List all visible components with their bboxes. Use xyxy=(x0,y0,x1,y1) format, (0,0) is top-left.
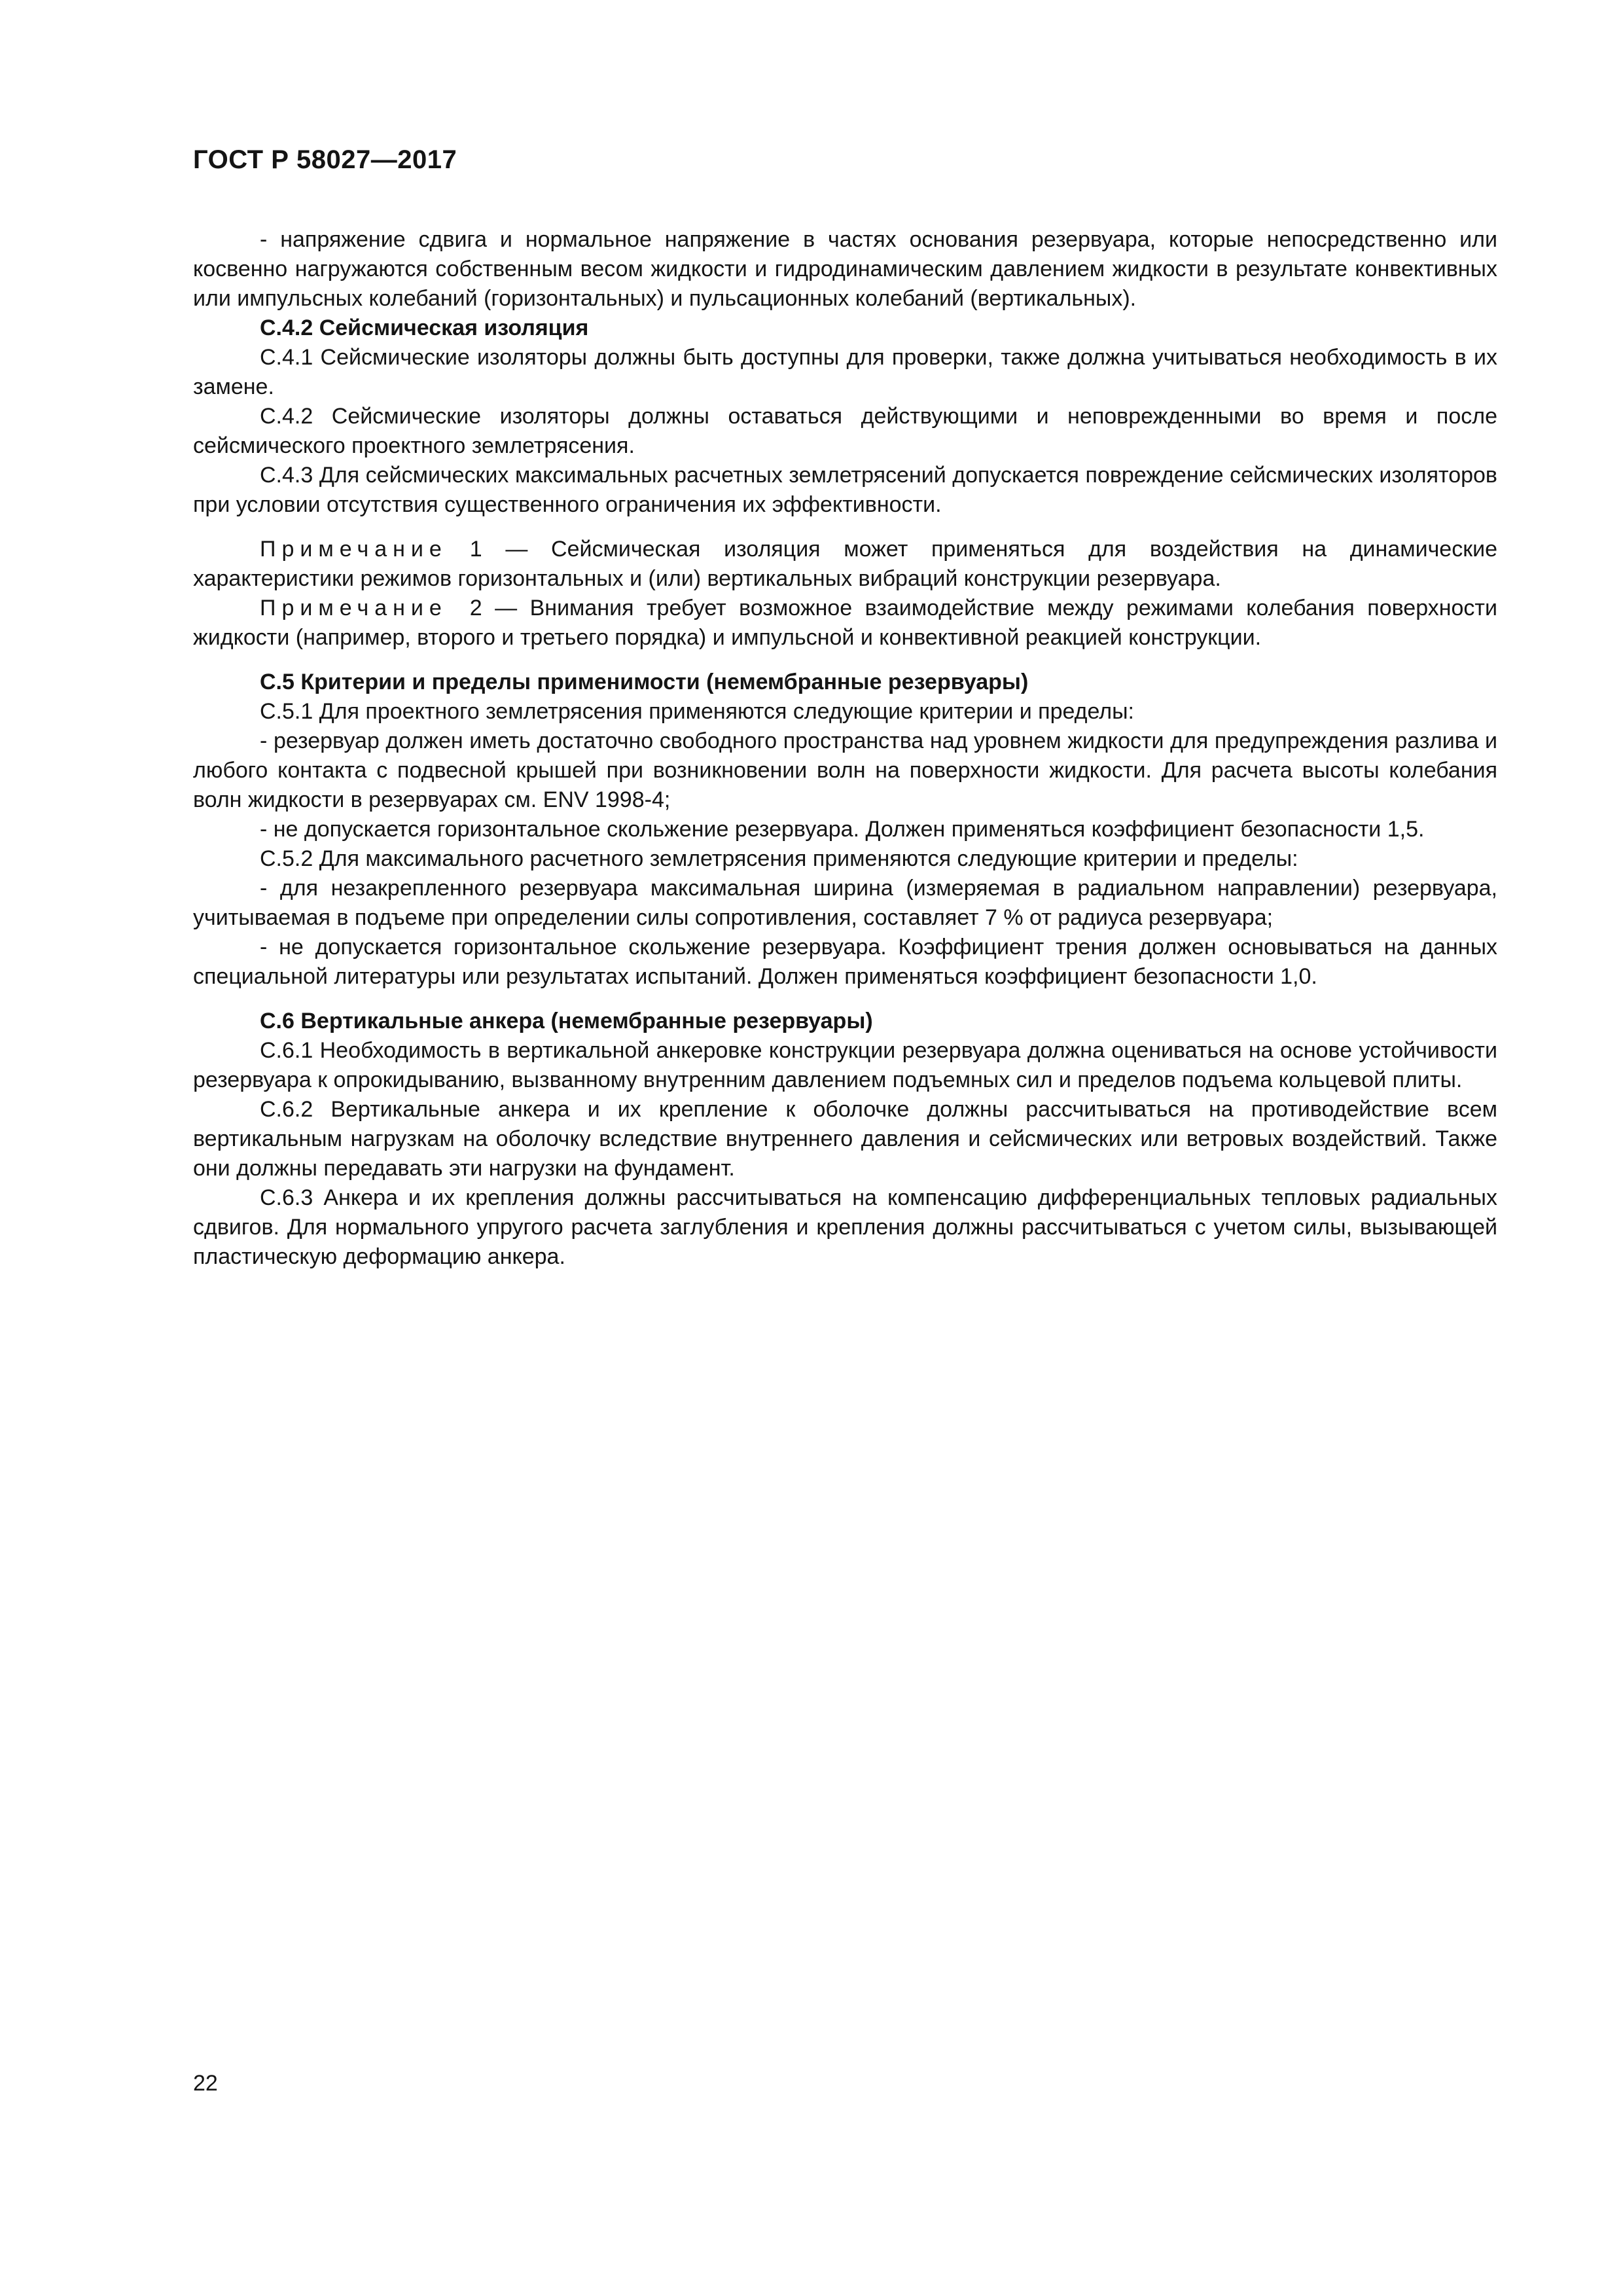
note-text: 1 — Сейсмическая изоляция может применяться для воздействия на динамические характеристики режимов горизонтальных и (или) вертикальных вибраций конструкции резервуара. xyxy=(193,537,1497,591)
body-paragraph: - резервуар должен иметь достаточно свободного пространства над уровнем жидкости для предупреждения разлива и любого контакта с подвесной крышей при возникновении волн на поверхности жидкости. Для расчета высоты колебания волн жидкости в резервуарах см. ENV 1998-4; xyxy=(193,728,1497,812)
body-paragraph: - не допускается горизонтальное скольжение резервуара. Должен применяться коэффициент безопасности 1,5. xyxy=(260,817,1425,842)
body-paragraph: С.4.3 Для сейсмических максимальных расчетных землетрясений допускается повреждение сейсмических изоляторов при условии отсутствия существенного ограничения их эффективности. xyxy=(193,463,1497,517)
page-number: 22 xyxy=(193,2071,218,2096)
body-paragraph: С.4.1 Сейсмические изоляторы должны быть доступны для проверки, также должна учитываться необходимость в их замене. xyxy=(193,345,1497,399)
body-paragraph: - не допускается горизонтальное скольжение резервуара. Коэффициент трения должен основываться на данных специальной литературы или результатах испытаний. Должен применяться коэффициент безопасности 1,0. xyxy=(193,935,1497,989)
body-paragraph: С.6.2 Вертикальные анкера и их крепление к оболочке должны рассчитываться на противодействие всем вертикальным нагрузкам на оболочку вследствие внутреннего давления и сейсмических или ветровых воздействий. Также они должны передавать эти нагрузки на фундамент. xyxy=(193,1097,1497,1181)
body-paragraph: - напряжение сдвига и нормальное напряжение в частях основания резервуара, которые непосредственно или косвенно нагружаются собственным весом жидкости и гидродинамическим давлением жидкости в результате конвективных или импульсных колебаний (горизонтальных) и пульсационных колебаний (вертикальных). xyxy=(193,227,1497,311)
note-paragraph xyxy=(193,535,1497,594)
section-heading: С.4.2 Сейсмическая изоляция xyxy=(260,315,589,340)
body-paragraph: С.5.1 Для проектного землетрясения применяются следующие критерии и пределы: xyxy=(260,699,1134,724)
body-paragraph: С.5.2 Для максимального расчетного землетрясения применяются следующие критерии и пределы: xyxy=(260,846,1298,871)
body-paragraph: С.6.1 Необходимость в вертикальной анкеровке конструкции резервуара должна оцениваться на основе устойчивости резервуара к опрокидыванию, вызванному внутренним давлением подъемных сил и пределов подъема кольцевой плиты. xyxy=(193,1038,1497,1092)
body-paragraph: С.6.3 Анкера и их крепления должны рассчитываться на компенсацию дифференциальных тепловых радиальных сдвигов. Для нормального упругого расчета заглубления и крепления должны рассчитываться с учетом силы, вызывающей пластическую деформацию анкера. xyxy=(193,1185,1497,1269)
body-paragraph: С.4.2 Сейсмические изоляторы должны оставаться действующими и неповрежденными во время и после сейсмического проектного землетрясения. xyxy=(193,404,1497,458)
note-paragraph xyxy=(193,594,1497,653)
section-heading: С.6 Вертикальные анкера (немембранные резервуары) xyxy=(260,1009,873,1033)
note-label: Примечание xyxy=(260,596,448,620)
document-header: ГОСТ Р 58027—2017 xyxy=(193,145,457,174)
document-body xyxy=(193,225,1497,1272)
note-label: Примечание xyxy=(260,537,448,562)
section-heading: С.5 Критерии и пределы применимости (немембранные резервуары) xyxy=(260,670,1029,694)
body-paragraph: - для незакрепленного резервуара максимальная ширина (измеряемая в радиальном направлении) резервуара, учитываемая в подъеме при определении силы сопротивления, составляет 7 % от радиуса резервуара; xyxy=(193,876,1497,930)
note-text: 2 — Внимания требует возможное взаимодействие между режимами колебания поверхности жидкости (например, второго и третьего порядка) и импульсной и конвективной реакцией конструкции. xyxy=(193,596,1497,650)
